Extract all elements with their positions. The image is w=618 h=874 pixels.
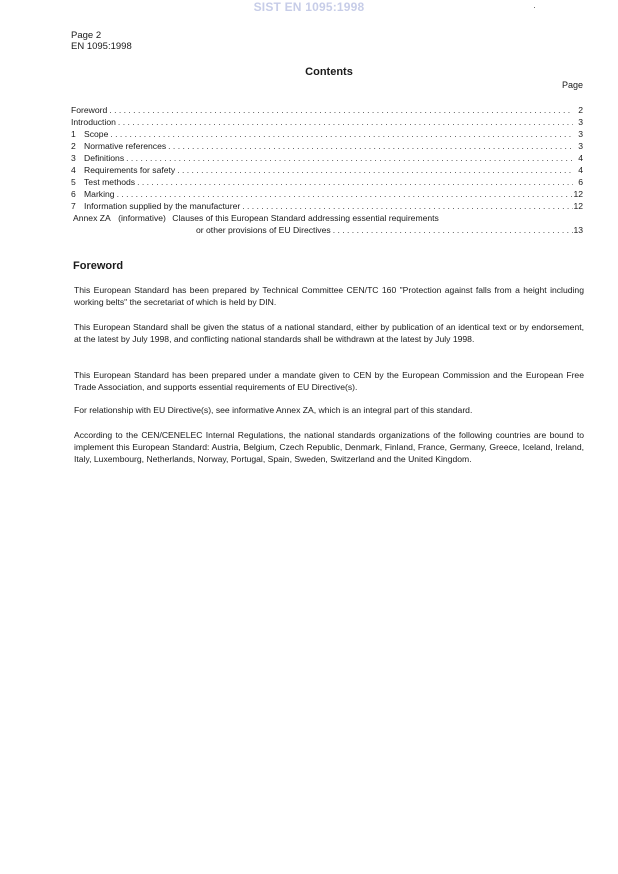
toc-entry-page: 6 bbox=[578, 177, 583, 187]
toc-entry-label: Definitions bbox=[84, 153, 125, 163]
toc-entry-number: 7 bbox=[71, 201, 76, 211]
annex-title-line2: or other provisions of EU Directives bbox=[196, 225, 331, 235]
toc-entry[interactable] bbox=[71, 200, 583, 212]
annex-title-line1: Clauses of this European Standard addressing essential requirements bbox=[172, 213, 439, 223]
foreword-paragraph: For relationship with EU Directive(s), see informative Annex ZA, which is an integral part of this standard. bbox=[74, 405, 473, 415]
toc-entry[interactable] bbox=[71, 140, 583, 152]
stray-mark: · bbox=[533, 2, 536, 12]
foreword-paragraph: This European Standard shall be given the status of a national standard, either by publication of an identical text or by endorsement, at the latest by July 1998, and conflicting national standards shall be withdrawn at the latest by July 1998. bbox=[74, 322, 584, 344]
toc-entry-page: 4 bbox=[578, 153, 583, 163]
toc-leader bbox=[107, 104, 573, 116]
toc-entry-number: 6 bbox=[71, 189, 76, 199]
toc-entry-label: Introduction bbox=[71, 117, 116, 127]
toc-entry-label: Marking bbox=[84, 189, 115, 199]
toc-leader bbox=[108, 128, 573, 140]
page-number: Page 2 bbox=[71, 30, 102, 41]
toc-entry-page: 3 bbox=[578, 117, 583, 127]
toc-leader bbox=[240, 200, 573, 212]
annex-type: (informative) bbox=[118, 213, 166, 223]
toc-entry-page: 3 bbox=[578, 141, 583, 151]
table-of-contents bbox=[71, 104, 583, 236]
toc-leader bbox=[115, 188, 573, 200]
toc-entry-label: Scope bbox=[84, 129, 109, 139]
toc-entry-page: 2 bbox=[578, 105, 583, 115]
annex-id: Annex ZA bbox=[73, 213, 111, 223]
watermark: SIST EN 1095:1998 bbox=[253, 0, 365, 14]
toc-entry-page: 12 bbox=[573, 189, 583, 199]
page-column-label: Page bbox=[561, 80, 583, 90]
toc-entry-label: Requirements for safety bbox=[84, 165, 176, 175]
toc-entry-label: Foreword bbox=[71, 105, 108, 115]
toc-entry[interactable] bbox=[71, 104, 583, 116]
toc-leader bbox=[331, 224, 573, 236]
foreword-heading: Foreword bbox=[73, 260, 124, 272]
toc-entry-label: Normative references bbox=[84, 141, 167, 151]
foreword-paragraph: This European Standard has been prepared by Technical Committee CEN/TC 160 "Protection against falls from a height including working belts" the secretariat of which is held by DIN. bbox=[74, 285, 584, 307]
toc-entry[interactable] bbox=[71, 152, 583, 164]
toc-leader bbox=[116, 116, 573, 128]
document-id: EN 1095:1998 bbox=[71, 41, 132, 52]
toc-entry[interactable] bbox=[71, 188, 583, 200]
toc-entry-number: 5 bbox=[71, 177, 76, 187]
toc-entry[interactable] bbox=[71, 164, 583, 176]
toc-leader bbox=[124, 152, 573, 164]
toc-leader bbox=[135, 176, 573, 188]
contents-title: Contents bbox=[305, 66, 353, 78]
toc-entry[interactable] bbox=[71, 176, 583, 188]
toc-entry-label: Information supplied by the manufacturer bbox=[84, 201, 241, 211]
toc-entry-page: 3 bbox=[578, 129, 583, 139]
toc-entry-number: 2 bbox=[71, 141, 76, 151]
toc-leader bbox=[175, 164, 573, 176]
toc-entry-number: 4 bbox=[71, 165, 76, 175]
toc-entry-page: 4 bbox=[578, 165, 583, 175]
foreword-paragraph: This European Standard has been prepared under a mandate given to CEN by the European Commission and the European Free Trade Association, and supports essential requirements of EU Directive(s). bbox=[74, 370, 584, 392]
toc-entry-page: 12 bbox=[573, 201, 583, 211]
annex-page: 13 bbox=[573, 225, 583, 235]
toc-entry[interactable] bbox=[71, 128, 583, 140]
toc-leader bbox=[166, 140, 573, 152]
foreword-paragraph: According to the CEN/CENELEC Internal Regulations, the national standards organizations of the following countries are bound to implement this European Standard: Austria, Belgium, Czech Republic, Denmark, Finland, France, Germany, Greece, Iceland, Ireland, Italy, Luxembourg, Netherlands, Norway, Portugal, Spain, Sweden, Switzerland and the United Kingdom. bbox=[74, 430, 584, 464]
toc-entry-label: Test methods bbox=[84, 177, 136, 187]
toc-annex[interactable] bbox=[71, 212, 583, 224]
toc-entry[interactable] bbox=[71, 116, 583, 128]
toc-entry-number: 1 bbox=[71, 129, 76, 139]
toc-entry-number: 3 bbox=[71, 153, 76, 163]
toc-annex-continuation[interactable] bbox=[71, 224, 583, 236]
